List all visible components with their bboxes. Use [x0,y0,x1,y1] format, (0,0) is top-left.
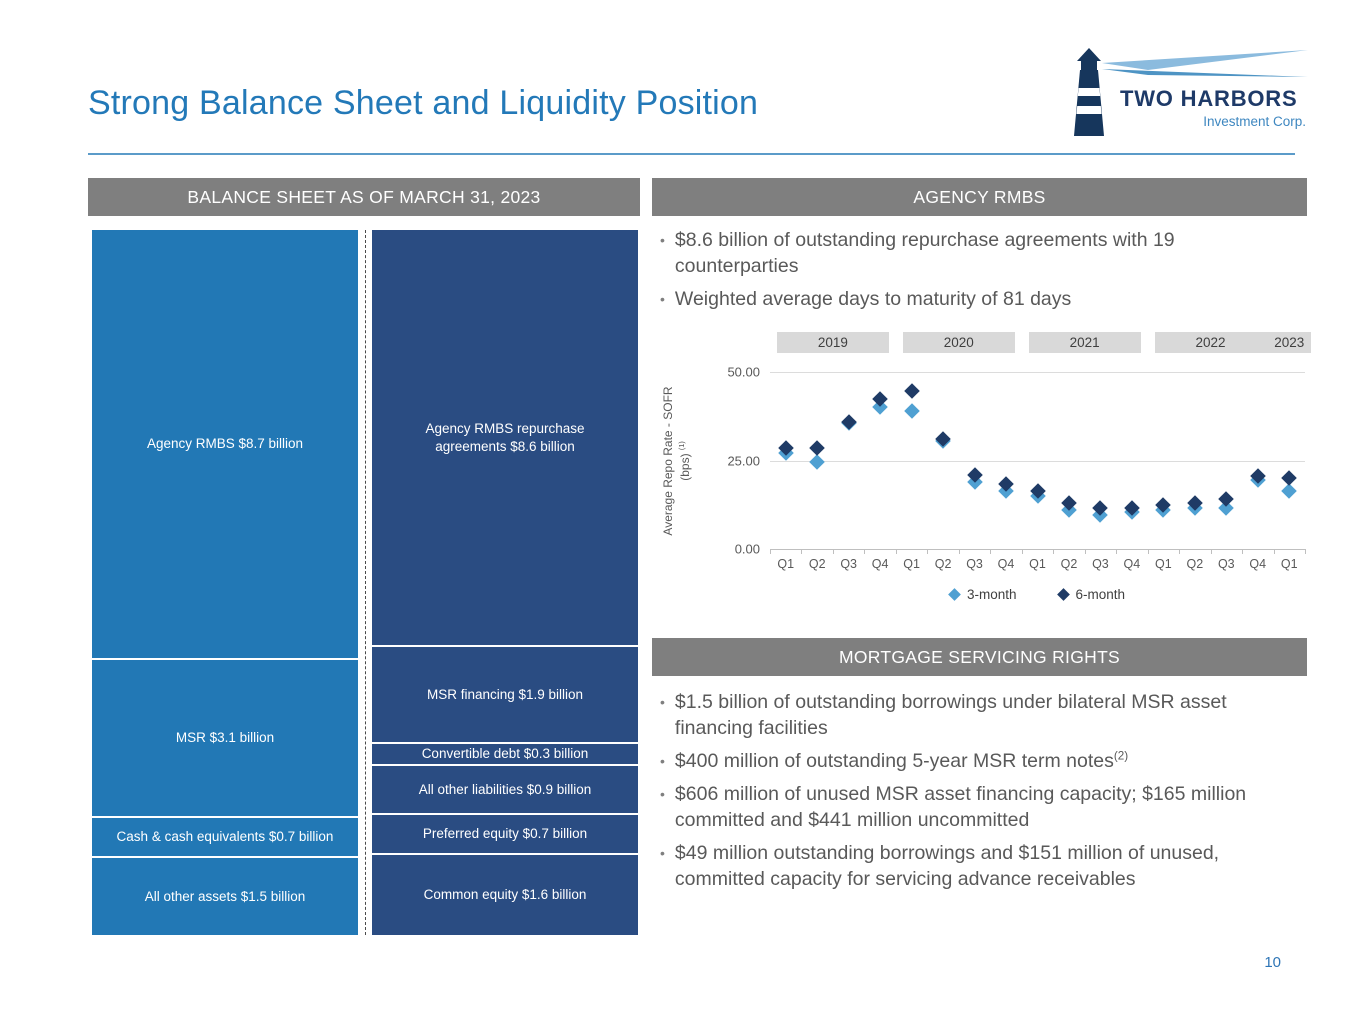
x-tick-label: Q1 [777,557,795,571]
chart-axis-tick [1274,549,1275,554]
chart-axis-tick [1179,549,1180,554]
chart-axis-tick [1211,549,1212,554]
balance-sheet-columns [92,230,638,935]
asset-block-label: MSR $3.1 billion [175,730,275,746]
balance-sheet-header: BALANCE SHEET AS OF MARCH 31, 2023 [88,178,640,216]
x-tick-label: Q4 [1249,557,1267,571]
x-tick-label: Q1 [903,557,920,571]
logo-subtitle: Investment Corp. [1203,114,1306,129]
repo-rate-chart [652,326,1307,626]
x-tick-label: Q2 [934,557,952,571]
chart-x-labels [770,557,1305,571]
chart-legend [770,587,1305,602]
chart-axis-tick [833,549,834,554]
footnote-ref: (2) [1113,749,1129,763]
x-tick-label: Q3 [1217,557,1235,571]
liability-block [372,647,638,742]
chart-axis-tick [990,549,991,554]
x-tick-label: Q1 [1155,557,1172,571]
asset-block [92,660,358,815]
x-tick-label: Q2 [808,557,826,571]
msr-bullets [654,690,1303,899]
x-tick-label: Q3 [840,557,858,571]
asset-block-label: Cash & cash equivalents $0.7 billion [116,828,334,844]
legend-label: 3-month [966,587,1017,602]
asset-block [92,818,358,856]
chart-axis-tick [1085,549,1086,554]
x-tick-label: Q3 [1092,557,1109,571]
chart-axis-tick [1116,549,1117,554]
agency-rmbs-bullet-text: • $8.6 billion of outstanding repurchase agreements with 19 counterparties [674,229,1175,277]
chart-y-axis-title-text: Average Repo Rate - SOFR (bps) $^{(1)}$ [660,385,692,536]
chart-year-row [770,332,1305,354]
y-tick-label: 25.00 [727,453,760,468]
year-label-2019: 2019 [777,332,889,353]
liabilities-equity-column [372,230,638,935]
msr-bullet [654,841,1303,893]
msr-bullet-text: • $400 million of outstanding 5-year MSR term notes$^{(2)}$ [674,749,1129,772]
chart-axis-tick [1242,549,1243,554]
chart-axis-tick [927,549,928,554]
chart-plot-area [770,372,1305,549]
year-group [1274,332,1305,354]
chart-axis-tick [1148,549,1149,554]
chart-gridline [770,461,1305,462]
agency-rmbs-bullet [654,228,1303,280]
marker-6-month [809,440,825,456]
liability-block-label: Common equity $1.6 billion [423,886,587,902]
chart-y-labels [700,364,760,557]
year-label-2022: 2022 [1155,332,1267,353]
year-label-2021: 2021 [1029,332,1141,353]
x-tick-label: Q1 [1029,557,1046,571]
agency-rmbs-header: AGENCY RMBS [652,178,1307,216]
footnote-ref: (1) [676,440,686,450]
x-tick-label: Q2 [1060,557,1078,571]
msr-header: MORTGAGE SERVICING RIGHTS [652,638,1307,676]
liability-block-label: MSR financing $1.9 billion [426,686,584,702]
liability-block [372,766,638,813]
legend-diamond-icon [948,588,961,601]
x-tick-label: Q4 [997,557,1015,571]
y-tick-label: 0.00 [734,541,760,557]
x-tick-label: Q4 [1123,557,1141,571]
assets-column [92,230,358,935]
chart-y-axis-title [656,372,698,549]
agency-rmbs-bullet [654,287,1303,313]
year-label-2020: 2020 [903,332,1015,353]
chart-axis-tick [959,549,960,554]
marker-3-month [904,403,920,419]
marker-6-month [935,431,951,447]
msr-bullet-text: • $606 million of unused MSR asset financing capacity; $165 million committed and $441 million uncommitted [674,782,1247,831]
asset-block [92,858,358,935]
agency-rmbs-bullets [654,228,1303,320]
chart-axis-tick [801,549,802,554]
marker-6-month [841,414,857,430]
two-harbors-logo [1058,46,1310,138]
marker-3-month [809,454,825,470]
balance-sheet-divider [358,230,372,935]
right-section [652,178,1307,998]
asset-block-label: All other assets $1.5 billion [144,888,306,904]
x-tick-label: Q2 [1186,557,1204,571]
chart-axis-tick [1022,549,1023,554]
liability-block-label: Agency RMBS repurchase agreements $8.6 billion [425,421,585,454]
page-title: Strong Balance Sheet and Liquidity Position [88,84,759,122]
chart-gridline [770,549,1305,550]
legend-label: 6-month [1075,587,1126,602]
x-tick-label: Q4 [871,557,889,571]
year-group [1148,332,1274,354]
year-group [1022,332,1148,354]
chart-gridline [770,372,1305,373]
asset-block [92,230,358,658]
legend-item-3-month [950,587,1017,602]
agency-rmbs-bullet-text: • Weighted average days to maturity of 81 days [674,287,1072,310]
year-group [770,332,896,354]
year-label-2023: 2023 [1267,332,1311,353]
marker-6-month [1281,470,1297,486]
msr-bullet [654,690,1303,742]
msr-bullet [654,749,1303,775]
title-rule [88,153,1295,155]
liability-block-label: Convertible debt $0.3 billion [421,746,589,762]
liability-block [372,855,638,936]
x-tick-label: Q3 [966,557,983,571]
liability-block [372,815,638,852]
logo-name: TWO HARBORS [1120,86,1298,111]
y-tick-label: 50.00 [727,364,760,380]
liability-block [372,230,638,645]
chart-axis-tick [770,549,771,554]
liability-block-label: All other liabilities $0.9 billion [418,781,592,797]
legend-item-6-month [1059,587,1126,602]
x-tick-label: Q1 [1280,557,1298,571]
liability-block-label: Preferred equity $0.7 billion [422,826,588,841]
chart-axis-tick [1053,549,1054,554]
legend-diamond-icon [1057,588,1070,601]
marker-6-month [904,384,920,400]
chart-axis-tick [864,549,865,554]
page-number: 10 [1264,954,1281,971]
msr-bullet [654,782,1303,834]
msr-bullet-text: • $1.5 billion of outstanding borrowings under bilateral MSR asset financing facilities [674,691,1227,739]
year-group [896,332,1022,354]
liability-block [372,744,638,764]
msr-bullet-text: • $49 million outstanding borrowings and $151 million of unused, committed capacity for servicing advance receivables [674,841,1220,890]
chart-axis-tick [896,549,897,554]
asset-block-label: Agency RMBS $8.7 billion [146,436,304,452]
chart-axis-tick [1305,549,1306,554]
